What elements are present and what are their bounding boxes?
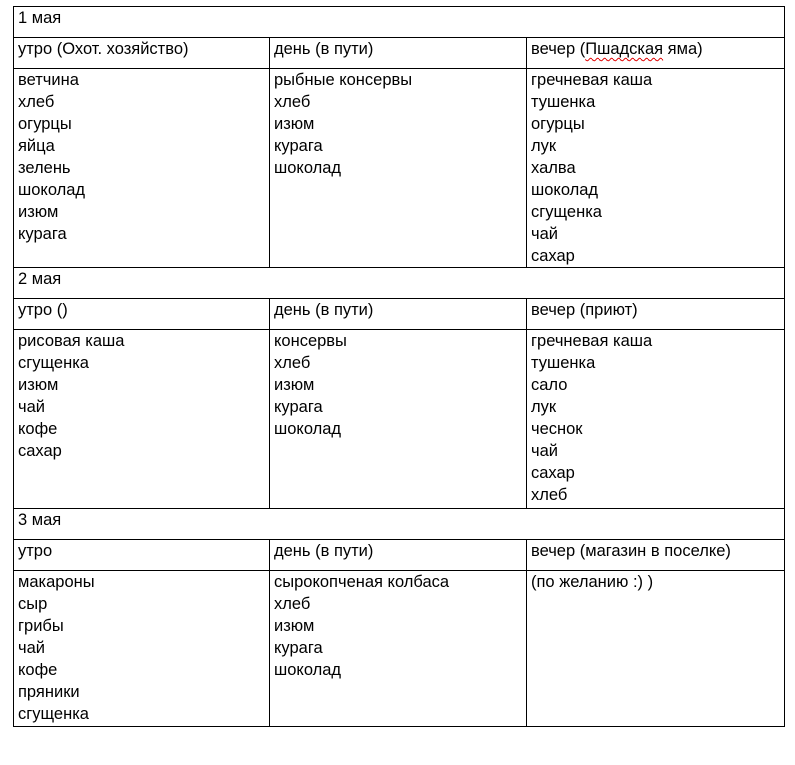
- food-item: шоколад: [274, 420, 342, 438]
- food-item: чеснок: [531, 420, 583, 438]
- food-item: гречневая каша: [531, 332, 653, 350]
- food-list: [531, 571, 780, 593]
- food-item: зелень: [18, 159, 71, 177]
- food-item: консервы: [274, 332, 347, 350]
- food-item: чай: [18, 398, 45, 416]
- food-item: рыбные консервы: [274, 71, 413, 89]
- daytime-items-cell: [270, 69, 527, 268]
- food-item: сало: [531, 376, 568, 394]
- food-item: тушенка: [531, 93, 596, 111]
- food-item: рисовая каша: [18, 332, 125, 350]
- daytime-header: день (в пути): [270, 38, 527, 69]
- food-list: [18, 69, 265, 245]
- morning-header: утро: [14, 540, 270, 571]
- food-item: хлеб: [274, 93, 311, 111]
- daytime-items-cell: [270, 571, 527, 727]
- daytime-items-cell: [270, 330, 527, 509]
- food-item: хлеб: [531, 486, 568, 504]
- food-item: изюм: [274, 617, 315, 635]
- food-list: [274, 571, 522, 681]
- food-item: шоколад: [18, 181, 86, 199]
- food-list: [274, 69, 522, 179]
- evening-header: [527, 38, 785, 69]
- meal-items-row: [14, 330, 785, 509]
- morning-header: утро (): [14, 299, 270, 330]
- food-item: хлеб: [274, 354, 311, 372]
- food-item: сгущенка: [531, 203, 602, 221]
- meal-items-row: [14, 69, 785, 268]
- food-item: (по желанию :) ): [531, 573, 654, 591]
- food-item: чай: [531, 225, 558, 243]
- food-item: хлеб: [18, 93, 55, 111]
- food-item: тушенка: [531, 354, 596, 372]
- food-item: хлеб: [274, 595, 311, 613]
- food-item: курага: [274, 398, 323, 416]
- morning-items-cell: [14, 69, 270, 268]
- food-list: [18, 330, 265, 462]
- food-list: [18, 571, 265, 725]
- food-item: халва: [531, 159, 576, 177]
- food-item: сырокопченая колбаса: [274, 573, 450, 591]
- food-item: сахар: [531, 464, 575, 482]
- meal-header-row: [14, 38, 785, 69]
- day-date-cell: 3 мая: [14, 509, 785, 540]
- food-item: изюм: [18, 376, 59, 394]
- food-item: курага: [18, 225, 67, 243]
- food-item: сахар: [18, 442, 62, 460]
- morning-items-cell: [14, 330, 270, 509]
- evening-items-cell: [527, 330, 785, 509]
- daytime-header: день (в пути): [270, 299, 527, 330]
- food-item: ветчина: [18, 71, 79, 89]
- food-item: пряники: [18, 683, 80, 701]
- food-item: чай: [18, 639, 45, 657]
- food-item: курага: [274, 137, 323, 155]
- food-item: чай: [531, 442, 558, 460]
- food-item: сгущенка: [18, 705, 89, 723]
- morning-items-cell: [14, 571, 270, 727]
- food-item: изюм: [274, 376, 315, 394]
- food-list: [531, 330, 780, 506]
- food-item: изюм: [18, 203, 59, 221]
- food-item: изюм: [274, 115, 315, 133]
- food-item: шоколад: [274, 159, 342, 177]
- food-item: огурцы: [531, 115, 585, 133]
- food-item: курага: [274, 639, 323, 657]
- evening-header-suffix: яма): [663, 40, 703, 58]
- meal-header-row: [14, 299, 785, 330]
- food-item: макароны: [18, 573, 95, 591]
- evening-header: вечер (приют): [527, 299, 785, 330]
- evening-header-place: Пшадская: [585, 40, 664, 58]
- food-item: лук: [531, 137, 557, 155]
- evening-header-prefix: вечер (: [531, 40, 586, 58]
- food-list: [274, 330, 522, 440]
- food-item: сахар: [531, 247, 575, 265]
- day-header-row: [14, 268, 785, 299]
- morning-header: утро (Охот. хозяйство): [14, 38, 270, 69]
- meal-plan-table: [13, 6, 785, 727]
- meal-header-row: [14, 540, 785, 571]
- food-item: кофе: [18, 661, 58, 679]
- food-item: лук: [531, 398, 557, 416]
- food-item: сгущенка: [18, 354, 89, 372]
- day-date-cell: 2 мая: [14, 268, 785, 299]
- food-item: грибы: [18, 617, 64, 635]
- food-item: гречневая каша: [531, 71, 653, 89]
- food-item: кофе: [18, 420, 58, 438]
- food-item: сыр: [18, 595, 48, 613]
- food-item: шоколад: [274, 661, 342, 679]
- day-header-row: [14, 7, 785, 38]
- day-date-cell: 1 мая: [14, 7, 785, 38]
- food-item: огурцы: [18, 115, 72, 133]
- day-header-row: [14, 509, 785, 540]
- food-item: шоколад: [531, 181, 599, 199]
- daytime-header: день (в пути): [270, 540, 527, 571]
- food-list: [531, 69, 780, 267]
- evening-items-cell: [527, 69, 785, 268]
- evening-items-cell: [527, 571, 785, 727]
- meal-items-row: [14, 571, 785, 727]
- evening-header: вечер (магазин в поселке): [527, 540, 785, 571]
- food-item: яйца: [18, 137, 55, 155]
